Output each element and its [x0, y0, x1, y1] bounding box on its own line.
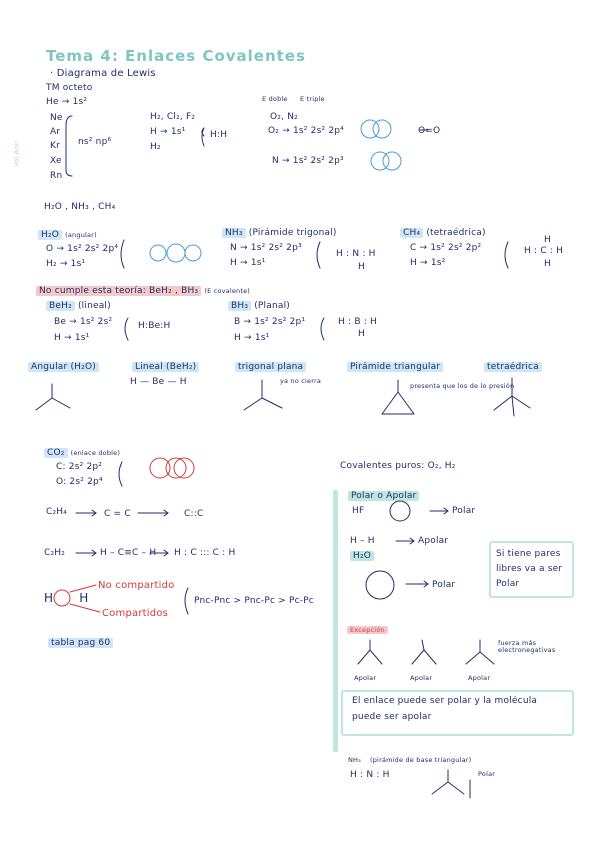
noble-line-6: Rn: [50, 171, 63, 181]
angular-geom: [36, 384, 70, 410]
o2-orbital-left: [361, 120, 379, 138]
pairs-no-shared: No compartido: [98, 580, 175, 591]
ammonia-head: NH₃: [222, 228, 246, 238]
nh3-result: Polar: [478, 770, 496, 778]
water-cfg2: H₂ → 1s¹: [46, 259, 86, 269]
c2h2-arrow-2: [150, 550, 168, 556]
c2h2-head: C₂H₂: [44, 548, 66, 558]
h-lewis: H:H: [210, 130, 228, 140]
ammonia-shape: (Pirámide trigonal): [248, 228, 337, 238]
co2-cfg1: C: 2s² 2p²: [56, 462, 103, 472]
water-orb-3: [185, 245, 201, 261]
geom-label-1: Lineal (BeH₂): [132, 362, 199, 372]
h2o-polar-blob: [366, 571, 394, 599]
pair-arrow-2: [70, 604, 100, 612]
exc-mol-3: [466, 640, 494, 664]
trigonal-geom: [244, 380, 282, 410]
hh-arrow: [396, 538, 414, 544]
water-head: H₂O: [38, 230, 62, 240]
bh3-cfg1: B → 1s² 2s² 2p¹: [234, 317, 306, 327]
apolar-3: Apolar: [468, 674, 491, 682]
pairs-shared: Compartidos: [102, 608, 169, 619]
geom-label-3: Pirámide triangular: [347, 362, 443, 372]
methane-cfg1: C → 1s² 2s² 2p²: [410, 243, 482, 253]
exception-note: (E covalente): [204, 287, 251, 295]
methane-lewis: H : C : H: [524, 246, 564, 256]
apolar-1: Apolar: [354, 674, 377, 682]
c2h2-struct: H – C≡C – H: [100, 548, 157, 558]
pair-arrow-1: [70, 585, 96, 592]
methane-shape: (tetraédrica): [426, 228, 486, 238]
noble-line-4: Kr: [50, 141, 61, 151]
fuerza-note: fuerza más electronegativas: [498, 639, 556, 655]
tabla-ref: tabla pag 60: [48, 638, 113, 648]
apolar-2: Apolar: [410, 674, 433, 682]
nh3-lewis: H : N : H: [350, 770, 390, 780]
noble-bracket: [66, 116, 72, 176]
noble-line-2: Ne: [50, 113, 63, 123]
nh3-shape: (pirámide de base triangular): [370, 756, 472, 764]
h-block-2: H₂: [150, 142, 161, 152]
h2o-result: Polar: [432, 580, 456, 590]
beh2-cfg2: H → 1s¹: [54, 333, 90, 343]
co2-note: (enlace doble): [70, 449, 121, 457]
co2-orb-2: [166, 458, 186, 478]
nh3-geom: [432, 770, 470, 798]
noble-line-0: TM octeto: [46, 83, 93, 93]
geom-label-4: tetraédrica: [484, 362, 542, 372]
tetra-geom: [494, 378, 530, 416]
beh2-cfg1: Be → 1s² 2s²: [54, 317, 113, 327]
noble-line-1: He → 1s²: [46, 97, 88, 107]
o2-lewis: O=O: [418, 126, 441, 136]
o2-label-triple: E triple: [300, 95, 325, 103]
h-block-1: H → 1s¹: [150, 127, 186, 137]
h-block-0: H₂, Cl₂, F₂: [150, 112, 196, 122]
pairs-orbital: [54, 590, 70, 606]
excepcion-label: Excepción: [347, 626, 388, 634]
co2-orb-3: [174, 458, 194, 478]
geom-note-3: presenta que los de lo presión: [410, 382, 515, 390]
polar-head: Polar o Apolar: [348, 491, 419, 501]
ammonia-lewis-h: H: [358, 262, 365, 272]
o2-orbital-right: [373, 120, 391, 138]
bh3-lewis: H : B : H: [338, 317, 378, 327]
bh3-lewis-h: H: [358, 329, 365, 339]
nh3-head: NH₃: [348, 756, 361, 764]
conclusion-0: El enlace puede ser polar y la molécula: [352, 696, 538, 706]
beh2-bracket: [125, 318, 128, 340]
methane-cfg2: H → 1s²: [410, 258, 446, 268]
box-line-2: Polar: [496, 579, 520, 589]
geom-label-2: trigonal plana: [235, 362, 306, 372]
methane-head: CH₄: [400, 228, 423, 238]
c2h2-lewis: H : C ::: C : H: [174, 548, 236, 558]
pairs-bracket: [185, 588, 188, 614]
methane-bracket: [505, 242, 508, 268]
ammonia-bracket: [317, 242, 320, 268]
co2-cfg2: O: 2s² 2p⁴: [56, 477, 103, 487]
water-orb-1: [150, 245, 166, 261]
ammonia-lewis: H : N : H: [336, 249, 376, 259]
c2h2-arrow-1: [76, 550, 96, 556]
bh3-shape: (Planal): [254, 301, 291, 311]
exc-mol-2: [412, 640, 436, 664]
c2h4-arrow-1: [76, 510, 96, 516]
c2h4-arrow-2: [138, 510, 168, 516]
pyramid-geom: [382, 380, 414, 414]
h-bracket: [202, 128, 204, 146]
co2-head: CO₂: [44, 448, 68, 458]
ammonia-cfg1: N → 1s² 2s² 2p³: [230, 243, 302, 253]
page-title: Tema 4: Enlaces Covalentes: [46, 47, 306, 65]
hf-result: Polar: [452, 506, 476, 516]
water-cfg1: O → 1s² 2s² 2p⁴: [46, 244, 119, 254]
methane-lewis-h-bottom: H: [544, 259, 551, 269]
o2-formula: O₂, N₂: [270, 112, 298, 122]
c2h4-head: C₂H₄: [46, 507, 68, 517]
geom-label-0: Angular (H₂O): [28, 362, 99, 372]
c2h4-lewis: C::C: [184, 509, 204, 519]
bh3-cfg2: H → 1s¹: [234, 333, 270, 343]
o2-label-doble: E doble: [262, 95, 288, 103]
geom-drawing-1: H — Be — H: [130, 377, 187, 387]
noble-line-5: Xe: [50, 156, 62, 166]
co2-bracket: [119, 462, 122, 486]
ammonia-cfg2: H → 1s¹: [230, 258, 266, 268]
c2h4-struct: C = C: [104, 509, 131, 519]
molecules-line: H₂O , NH₃ , CH₄: [44, 202, 116, 212]
margin-note: Vol Anir: [12, 140, 21, 167]
n2-config: N → 1s² 2s² 2p³: [272, 156, 344, 166]
hf-label: HF: [352, 506, 365, 516]
n2-orbital-left: [371, 152, 389, 170]
o2-config: O₂ → 1s² 2s² 2p⁴: [268, 126, 344, 136]
box-line-1: libres va a ser: [496, 564, 563, 574]
exc-mol-1: [358, 640, 382, 664]
hf-arrow: [430, 508, 448, 514]
pairs-repulsion: Pnc-Pnc > Pnc-Pc > Pc-Pc: [194, 596, 314, 606]
beh2-head: BeH₂: [46, 301, 75, 311]
bh3-head: BH₃: [228, 301, 251, 311]
box-line-0: Si tiene pares: [496, 549, 561, 559]
co2-orb-1: [150, 458, 170, 478]
conclusion-1: puede ser apolar: [352, 712, 432, 722]
h2o-arrow: [406, 581, 428, 587]
n2-orbital-right: [383, 152, 401, 170]
hh-result: Apolar: [418, 536, 449, 546]
water-bracket: [121, 240, 124, 268]
h2o-label: H₂O: [350, 551, 374, 561]
water-shape: (angular): [65, 231, 97, 239]
exception-head: No cumple esta teoría: BeH₂ , BH₃: [36, 286, 201, 296]
beh2-lewis: H:Be:H: [138, 321, 171, 331]
methane-lewis-h-top: H: [544, 235, 551, 245]
bh3-bracket: [321, 318, 324, 340]
beh2-shape: (lineal): [77, 301, 111, 311]
hh-label: H – H: [350, 536, 375, 546]
geom-note-2: ya no cierra: [280, 377, 322, 385]
hf-orbital: [390, 501, 410, 521]
noble-config: ns² np⁶: [78, 137, 112, 147]
section-subtitle: · Diagrama de Lewis: [50, 68, 156, 79]
noble-line-3: Ar: [50, 127, 61, 137]
pure-covalent: Covalentes puros: O₂, H₂: [340, 461, 456, 471]
water-orb-2: [167, 244, 185, 262]
